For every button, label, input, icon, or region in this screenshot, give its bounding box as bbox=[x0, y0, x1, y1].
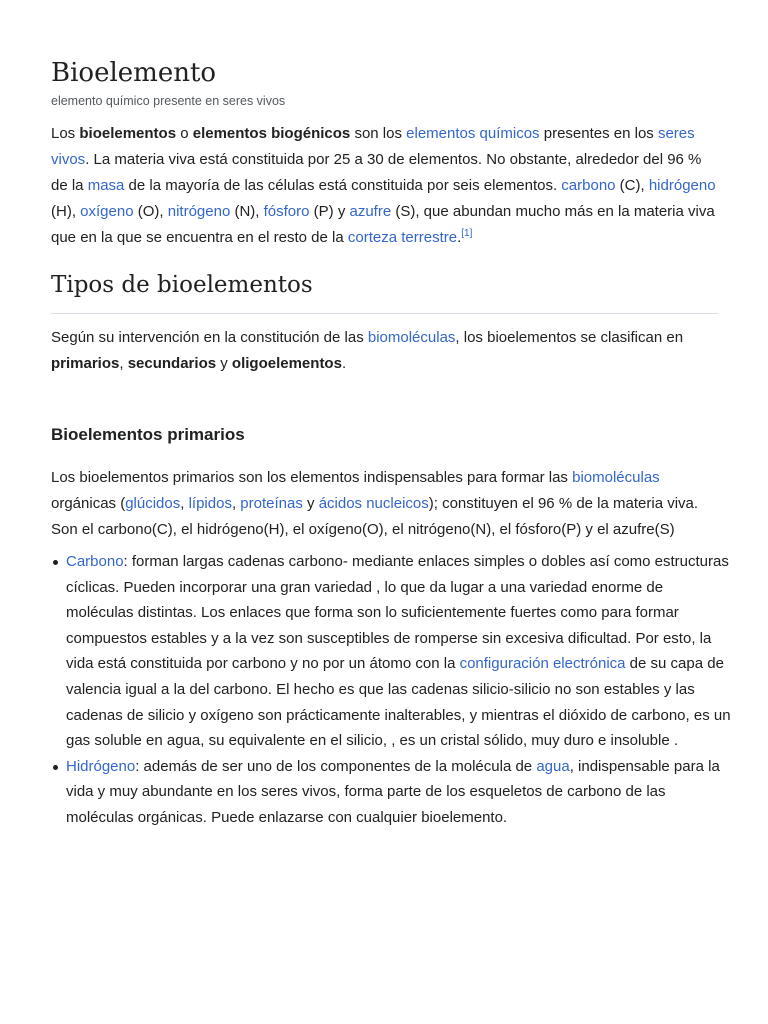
text: Los bbox=[51, 125, 80, 142]
page-subtitle: elemento químico presente en seres vivos bbox=[51, 94, 286, 108]
link-oxigeno[interactable]: oxígeno bbox=[80, 203, 134, 220]
text: , los bioelementos se clasifican en bbox=[455, 329, 684, 346]
text: , indispensable para la vida y muy abundante en los seres vivos, forma parte de los esqueletos de carbono de las moléculas orgánicas. Puede enlazarse con cualquier bioelemento. bbox=[66, 757, 720, 826]
bullet-list bbox=[51, 549, 733, 831]
text: (O), bbox=[133, 203, 168, 220]
text: o bbox=[176, 125, 193, 142]
bold-term: secundarios bbox=[127, 355, 217, 372]
text: (H), bbox=[51, 203, 81, 220]
text: Los bioelementos primarios son los elementos indispensables para formar las bbox=[51, 469, 573, 486]
link-elementos-quimicos[interactable]: elementos químicos bbox=[406, 125, 540, 142]
list-item bbox=[66, 754, 733, 831]
link-fosforo[interactable]: fósforo bbox=[263, 203, 310, 220]
section-heading: Tipos de bioelementos bbox=[51, 267, 718, 314]
text: son los bbox=[350, 125, 407, 142]
subsection-heading: Bioelementos primarios bbox=[51, 425, 245, 444]
text: : forman largas cadenas carbono- mediante enlaces simples o dobles así como estructuras cíclicas. Pueden incorporar una gran variedad , lo que da lugar a una variedad enorme de moléculas distintas. Los enlaces que forma son lo suficientemente fuertes como para formar compuestos estables y a la vez son susceptibles de romperse sin excesiva dificultad. Por esto, la vida está constituida por carbono y no por un átomo con la bbox=[66, 553, 729, 673]
link-agua[interactable]: agua bbox=[536, 757, 570, 775]
link-proteinas[interactable]: proteínas bbox=[240, 495, 303, 512]
link-carbono[interactable]: carbono bbox=[561, 177, 616, 194]
link-hidrogeno[interactable]: hidrógeno bbox=[648, 177, 716, 194]
text: . bbox=[457, 229, 462, 246]
bold-term: elementos biogénicos bbox=[192, 125, 351, 142]
bold-term: oligoelementos bbox=[231, 355, 342, 372]
text: de su capa de valencia igual a la del carbono. El hecho es que las cadenas silicio-silicio no son estables y las cadenas de silicio y oxígeno son prácticamente inalterables, y mientras el dióxido de carbono, es un gas soluble en agua, su equivalente en el silicio, , es un cristal sólido, muy duro e insoluble . bbox=[66, 655, 731, 750]
text: : además de ser uno de los componentes de la molécula de bbox=[135, 757, 537, 775]
link-biomoleculas[interactable]: biomoléculas bbox=[572, 469, 660, 486]
text: presentes en los bbox=[539, 125, 658, 142]
bold-term: bioelementos bbox=[79, 125, 177, 142]
text: (C), bbox=[615, 177, 649, 194]
text: (P) y bbox=[309, 203, 350, 220]
link-seres-vivos[interactable]: seres vivos bbox=[51, 125, 695, 168]
reference-link[interactable]: [1] bbox=[461, 228, 473, 239]
link-configuracion-electronica[interactable]: configuración electrónica bbox=[459, 655, 626, 673]
link-masa[interactable]: masa bbox=[87, 177, 125, 194]
link-hidrogeno[interactable]: Hidrógeno bbox=[66, 757, 136, 775]
text: de la mayoría de las células está constituida por seis elementos. bbox=[124, 177, 562, 194]
text: , bbox=[180, 495, 189, 512]
text: y bbox=[216, 355, 232, 372]
bold-term: primarios bbox=[51, 355, 120, 372]
text: orgánicas ( bbox=[51, 495, 126, 512]
page-title: Bioelemento bbox=[51, 58, 217, 88]
link-glucidos[interactable]: glúcidos bbox=[125, 495, 181, 512]
text: (S), que abundan mucho más en la materia viva que en la que se encuentra en el resto de la bbox=[51, 203, 715, 246]
text: . bbox=[341, 355, 347, 372]
text: (N), bbox=[230, 203, 264, 220]
link-lipidos[interactable]: lípidos bbox=[188, 495, 232, 512]
text: , bbox=[119, 355, 128, 372]
primarios-paragraph bbox=[51, 465, 718, 543]
text: ); constituyen el 96 % de la materia viva. Son el carbono(C), el hidrógeno(H), el oxígeno(O), el nitrógeno(N), el fósforo(P) y el azufre(S) bbox=[51, 495, 699, 538]
types-paragraph bbox=[51, 325, 718, 377]
text: Según su intervención en la constitución de las bbox=[51, 329, 368, 346]
link-nitrogeno[interactable]: nitrógeno bbox=[167, 203, 231, 220]
text: y bbox=[302, 495, 319, 512]
link-corteza-terrestre[interactable]: corteza terrestre bbox=[347, 229, 458, 246]
link-acidos-nucleicos[interactable]: ácidos nucleicos bbox=[318, 495, 429, 512]
text: , bbox=[231, 495, 241, 512]
link-biomoleculas[interactable]: biomoléculas bbox=[367, 329, 456, 346]
list-item bbox=[66, 549, 733, 754]
text: . La materia viva está constituida por 25 a 30 de elementos. No obstante, alrededor del 96 % de la bbox=[51, 151, 702, 194]
link-carbono[interactable]: Carbono bbox=[66, 553, 124, 570]
intro-paragraph bbox=[51, 121, 718, 251]
link-azufre[interactable]: azufre bbox=[349, 203, 392, 220]
